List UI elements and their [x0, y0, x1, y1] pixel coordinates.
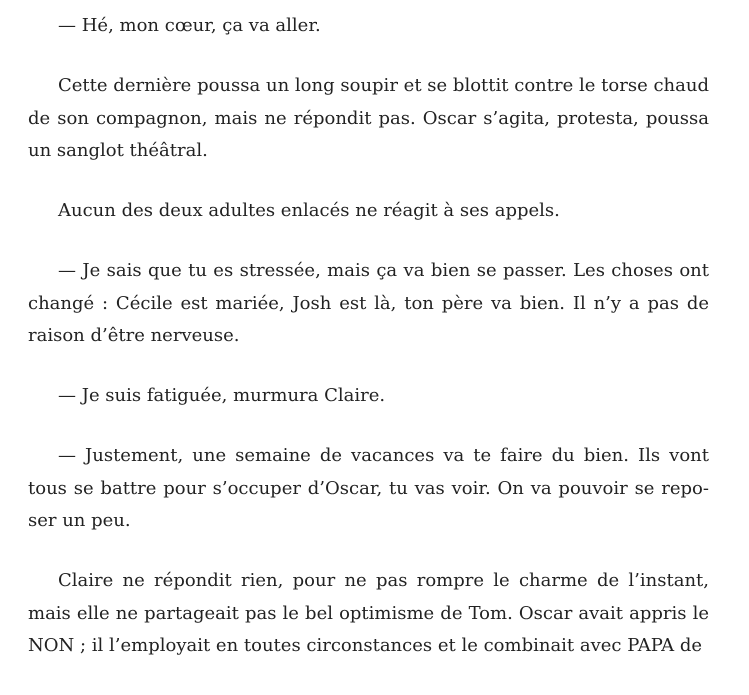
paragraph-narration-3: Claire ne répondit rien, pour ne pas rompre le charme de l’instant, mais elle ne partageait pas le bel optimisme de Tom. Oscar avait appris le NON ; il l’employait en toutes circonstances et le combinait avec PAPA de [28, 570, 709, 656]
paragraph-narration-1: Cette dernière poussa un long soupir et se blottit contre le torse chaud de son compagnon, mais ne répondit pas. Oscar s’agita, protesta, poussa un sanglot théâtral. [28, 75, 709, 161]
paragraph-dialogue-4: — Justement, une semaine de vacances va te faire du bien. Ils vont tous se battre pour s’occuper d’Oscar, tu vas voir. On va pouvoir se reposer un peu. [28, 445, 709, 531]
paragraph-dialogue-2: — Je sais que tu es stressée, mais ça va bien se passer. Les choses ont changé : Cécile est mariée, Josh est là, ton père va bien. Il n’y a pas de raison d’être nerveuse. [28, 260, 709, 346]
paragraph-narration-2: Aucun des deux adultes enlacés ne réagit à ses appels. [58, 200, 560, 221]
paragraph-dialogue-3: — Je suis fatiguée, murmura Claire. [58, 385, 386, 406]
paragraph-dialogue-1: — Hé, mon cœur, ça va aller. [58, 15, 321, 36]
